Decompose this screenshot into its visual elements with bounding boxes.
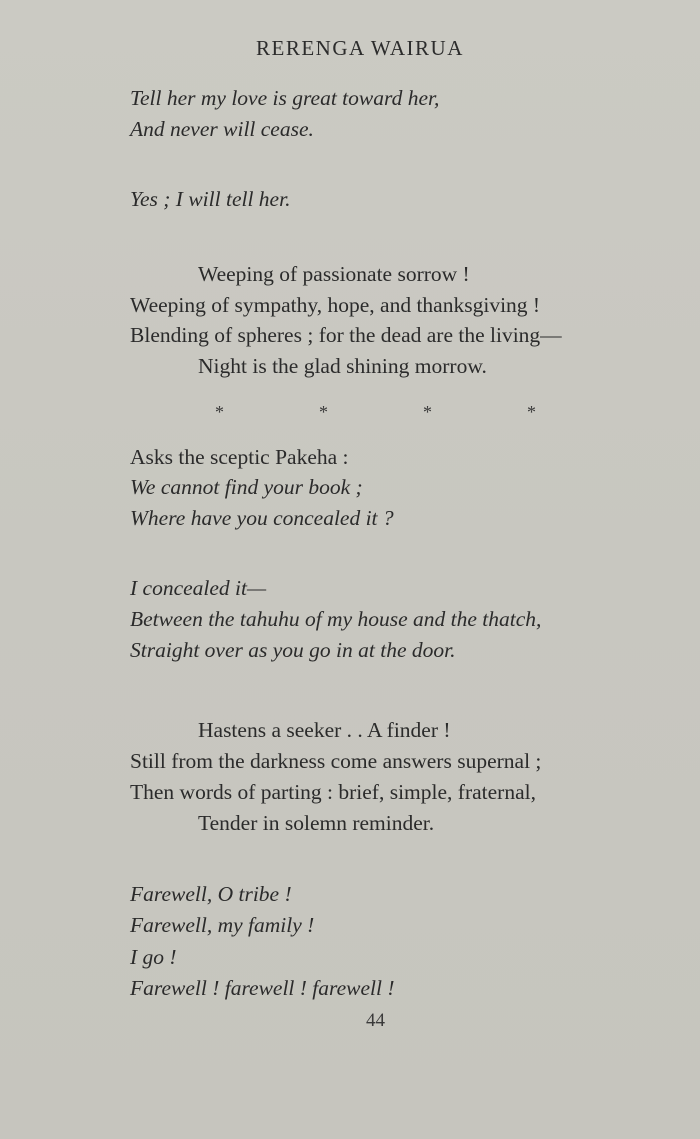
poem-line: Asks the sceptic Pakeha : bbox=[130, 445, 349, 469]
poem-line: Straight over as you go in at the door. bbox=[130, 638, 456, 662]
poem-line: Weeping of sympathy, hope, and thanksgiving ! bbox=[130, 293, 541, 317]
running-header: RERENGA WAIRUA bbox=[256, 36, 464, 60]
poem-line: Between the tahuhu of my house and the thatch, bbox=[130, 607, 542, 631]
poem-line: Farewell, O tribe ! bbox=[130, 882, 292, 906]
poem-line: Tell her my love is great toward her, bbox=[130, 86, 440, 110]
poem-line: Yes ; I will tell her. bbox=[130, 187, 291, 211]
poem-line: I go ! bbox=[130, 945, 177, 969]
divider-star: * bbox=[423, 402, 432, 422]
poem-line: Still from the darkness come answers supernal ; bbox=[130, 749, 542, 773]
poem-line: Tender in solemn reminder. bbox=[198, 811, 435, 835]
poem-line: I concealed it— bbox=[130, 576, 267, 600]
poem-line: Farewell ! farewell ! farewell ! bbox=[130, 976, 395, 1000]
poem-line: We cannot find your book ; bbox=[130, 475, 363, 499]
page-number: 44 bbox=[366, 1010, 385, 1031]
divider-star: * bbox=[319, 402, 328, 422]
divider-star: * bbox=[527, 402, 536, 422]
divider-star: * bbox=[215, 402, 224, 422]
poem-line: Blending of spheres ; for the dead are the living— bbox=[130, 323, 562, 347]
poem-line: Weeping of passionate sorrow ! bbox=[198, 262, 470, 286]
poem-line: Hastens a seeker . . A finder ! bbox=[198, 718, 451, 742]
poem-line: Farewell, my family ! bbox=[130, 913, 315, 937]
poem-line: Then words of parting : brief, simple, fraternal, bbox=[130, 780, 536, 804]
poem-line: Night is the glad shining morrow. bbox=[198, 354, 487, 378]
poem-line: Where have you concealed it ? bbox=[130, 506, 394, 530]
poem-line: And never will cease. bbox=[130, 117, 314, 141]
